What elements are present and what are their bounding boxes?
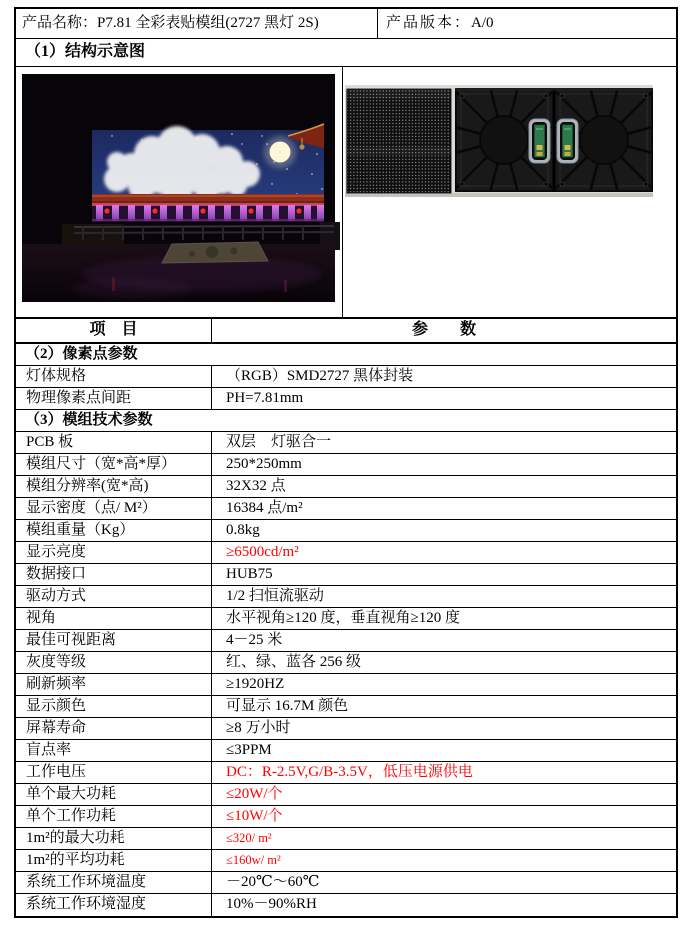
spec-value: ≥8 万小时 xyxy=(226,720,291,736)
spec-row xyxy=(16,850,676,872)
structure-section-title: （1）结构示意图 xyxy=(25,43,146,60)
spec-value: 可显示 16.7M 颜色 xyxy=(226,698,349,714)
spec-row xyxy=(16,608,676,630)
spec-value: ≤160w/ m² xyxy=(226,853,281,867)
spec-value: （RGB）SMD2727 黑体封装 xyxy=(226,368,414,384)
section-header-row: （3）模组技术参数 xyxy=(16,410,676,432)
product-version-cell xyxy=(378,9,676,38)
spec-label: 驱动方式 xyxy=(16,586,212,607)
led-screen-content xyxy=(92,124,324,222)
spec-label: 视角 xyxy=(16,608,212,629)
spec-value: DC：R-2.5V,G/B-3.5V，低压电源供电 xyxy=(226,764,473,780)
spec-value: HUB75 xyxy=(226,566,273,582)
spec-value: 4－25 米 xyxy=(226,632,283,648)
product-spec-sheet xyxy=(14,7,678,918)
spec-label: 单个最大功耗 xyxy=(16,784,212,805)
spec-label: 盲点率 xyxy=(16,740,212,761)
spec-value: 0.8kg xyxy=(226,522,260,538)
spec-label: 系统工作环境温度 xyxy=(16,872,212,893)
spec-label: 1m²的平均功耗 xyxy=(16,850,212,871)
spec-label: 模组重量（Kg） xyxy=(16,520,212,541)
spec-row xyxy=(16,586,676,608)
spec-label: 系统工作环境湿度 xyxy=(16,894,212,916)
spec-label: 显示亮度 xyxy=(16,542,212,563)
spec-row xyxy=(16,696,676,718)
spec-label: 刷新频率 xyxy=(16,674,212,695)
spec-row xyxy=(16,740,676,762)
spec-row xyxy=(16,806,676,828)
spec-label: 1m²的最大功耗 xyxy=(16,828,212,849)
spec-value: ≥6500cd/m² xyxy=(226,544,299,560)
spec-value: 水平视角≥120 度，垂直视角≥120 度 xyxy=(226,610,460,626)
spec-value: 双层 灯驱合一 xyxy=(226,434,332,450)
spec-row xyxy=(16,894,676,916)
spec-value: 250*250mm xyxy=(226,456,302,472)
floor-mat xyxy=(162,242,268,263)
module-front-panel xyxy=(346,89,451,193)
spec-row xyxy=(16,388,676,410)
module-photo-cell xyxy=(343,67,676,317)
spec-value: －20℃～60℃ xyxy=(226,874,320,890)
spec-label: 最佳可视距离 xyxy=(16,630,212,651)
corridor xyxy=(92,194,324,222)
spec-row xyxy=(16,828,676,850)
spec-row xyxy=(16,872,676,894)
module-front-back-photo xyxy=(343,67,675,317)
spec-row xyxy=(16,674,676,696)
spec-value: 10%－90%RH xyxy=(226,896,317,912)
spec-value: ≤3PPM xyxy=(226,742,272,758)
moon xyxy=(270,142,291,163)
led-display-stage-photo xyxy=(16,67,343,317)
spec-label: PCB 板 xyxy=(16,432,212,453)
spec-value: ≥1920HZ xyxy=(226,676,285,692)
product-version-value: A/0 xyxy=(471,15,494,31)
product-header-row xyxy=(16,9,676,39)
spec-value: 32X32 点 xyxy=(226,478,286,494)
spec-label: 灯体规格 xyxy=(16,366,212,387)
spec-value: 红、绿、蓝各 256 级 xyxy=(226,654,362,670)
structure-images-row xyxy=(16,67,676,319)
spec-label: 屏幕寿命 xyxy=(16,718,212,739)
spec-label: 模组尺寸（宽*高*厚） xyxy=(16,454,212,475)
spec-rows xyxy=(16,344,676,916)
spec-row xyxy=(16,454,676,476)
module-back-panels xyxy=(436,72,671,207)
product-version-label: 产品版本： xyxy=(386,15,472,31)
spec-label: 数据接口 xyxy=(16,564,212,585)
spec-row xyxy=(16,784,676,806)
product-name-cell xyxy=(16,9,378,38)
spec-row xyxy=(16,432,676,454)
spec-value: 16384 点/m² xyxy=(226,500,303,516)
spec-value: ≤20W/个 xyxy=(226,786,283,802)
product-name-value: P7.81 全彩表贴模组(2727 黑灯 2S) xyxy=(97,15,319,31)
spec-row xyxy=(16,630,676,652)
section-header-row: （2）像素点参数 xyxy=(16,344,676,366)
column-header-param: 参 数 xyxy=(411,321,476,338)
spec-row xyxy=(16,476,676,498)
spec-value: ≤10W/个 xyxy=(226,808,283,824)
spec-value: 1/2 扫恒流驱动 xyxy=(226,588,324,604)
spec-row xyxy=(16,652,676,674)
spec-row xyxy=(16,718,676,740)
spec-row xyxy=(16,762,676,784)
spec-label: 模组分辨率(宽*高) xyxy=(16,476,212,497)
spec-row xyxy=(16,498,676,520)
spec-value: ≤320/ m² xyxy=(226,831,272,845)
spec-value: PH=7.81mm xyxy=(226,390,304,406)
spec-row xyxy=(16,520,676,542)
spec-table-header-row xyxy=(16,319,676,344)
spec-label: 物理像素点间距 xyxy=(16,388,212,409)
spec-row xyxy=(16,564,676,586)
spec-label: 显示颜色 xyxy=(16,696,212,717)
spec-label: 显示密度（点/ M²） xyxy=(16,498,212,519)
spec-label: 单个工作功耗 xyxy=(16,806,212,827)
spec-row xyxy=(16,366,676,388)
spec-label: 工作电压 xyxy=(16,762,212,783)
spec-label: 灰度等级 xyxy=(16,652,212,673)
spec-row xyxy=(16,542,676,564)
structure-section-title-row xyxy=(16,39,676,67)
column-header-item: 项 目 xyxy=(16,319,212,342)
product-name-label: 产品名称： xyxy=(22,15,98,31)
stage-photo-cell xyxy=(16,67,343,317)
